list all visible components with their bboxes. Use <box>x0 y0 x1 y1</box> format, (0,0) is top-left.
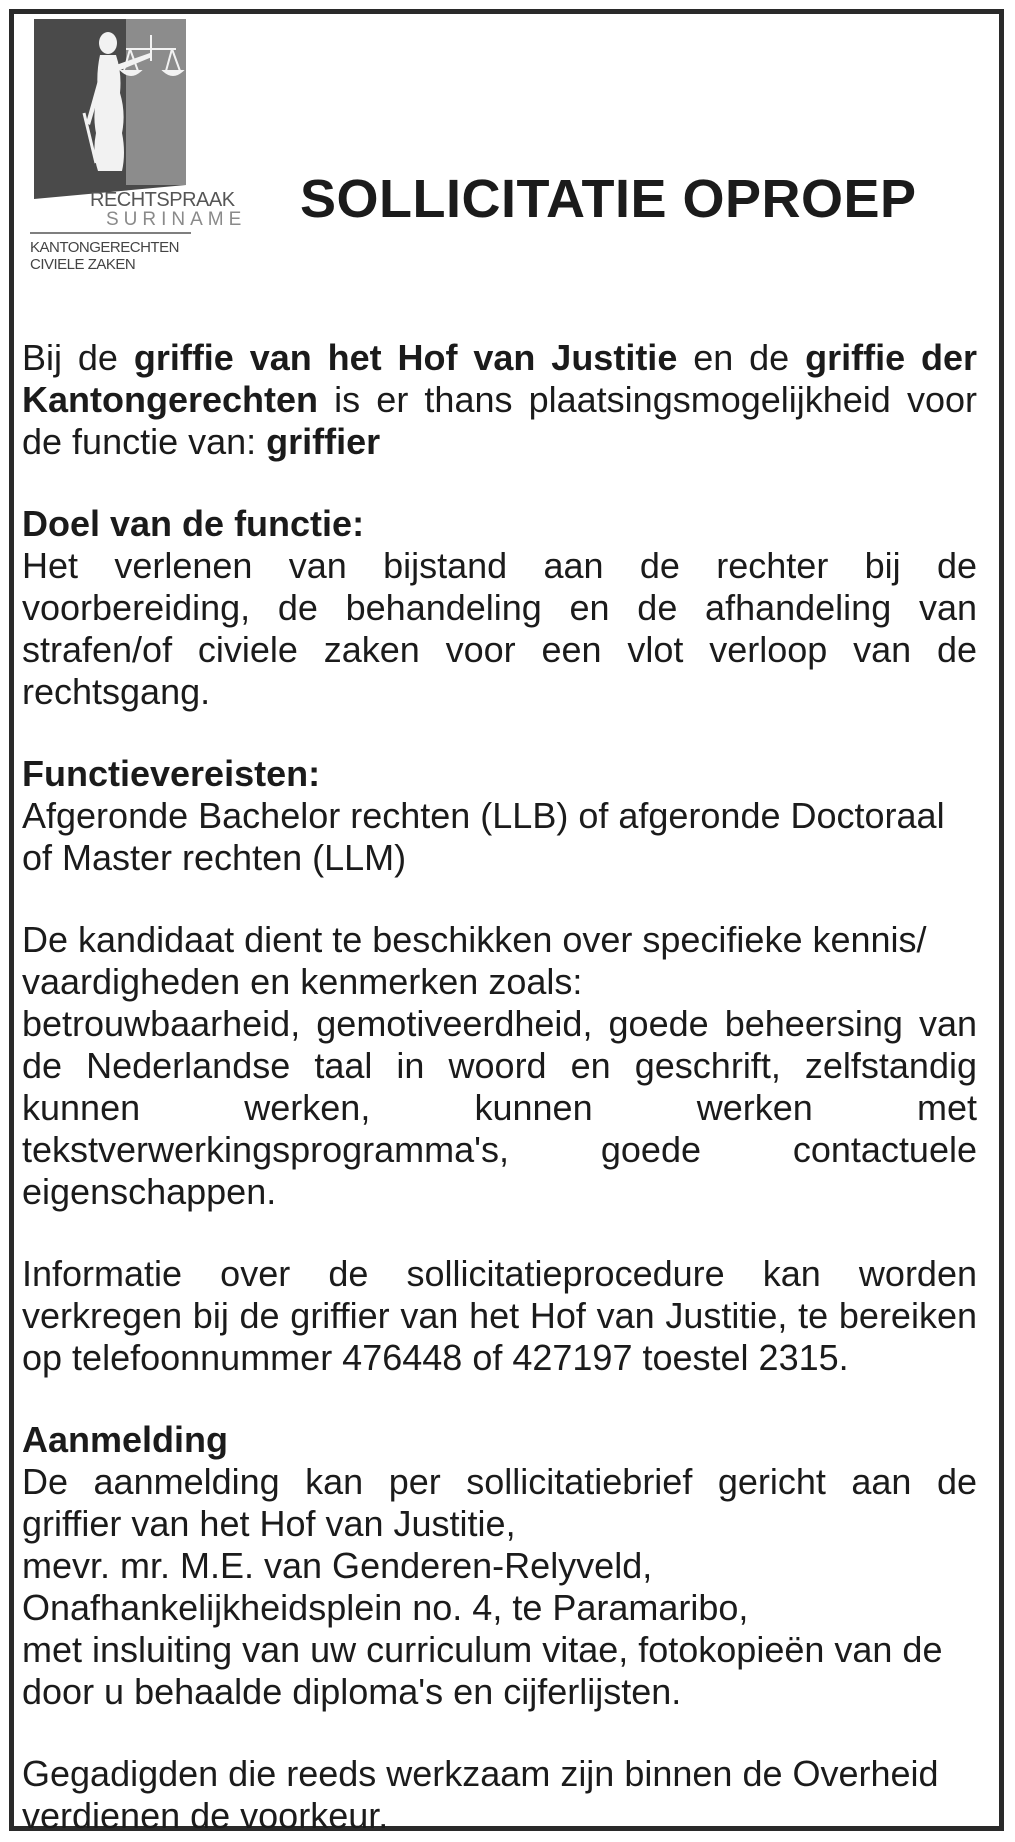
kandidaat-list: betrouwbaarheid, gemotiveerdheid, goede beheersing van de Nederlandse taal in woord en geschrift, zelfstandig kunnen werken, kunnen werken met tekstverwerkingsprogramma's, goede contactuele eigenschappen. <box>22 1003 977 1212</box>
aanmelding-section <box>22 1419 977 1713</box>
logo-dept-line1: KANTONGERECHTEN <box>30 239 179 256</box>
logo-name-line1: RECHTSPRAAK <box>90 189 235 211</box>
intro-paragraph: Bij de griffie van het Hof van Justitie en de griffie der Kantongerechten is er thans plaatsingsmogelijkheid voor de functie van: griffier <box>22 337 978 462</box>
logo-dept-line2: CIVIELE ZAKEN <box>30 256 136 273</box>
kandidaat-intro: De kandidaat dient te beschikken over specifieke kennis/ vaardigheden en kenmerken zoals: <box>22 919 927 1002</box>
logo-name-line2: SURINAME <box>106 209 247 230</box>
informatie-paragraph: Informatie over de sollicitatieprocedure kan worden verkregen bij de griffier van het Hof van Justitie, te bereiken op telefoonnummer 476448 of 427197 toestel 2315. <box>22 1253 977 1378</box>
aanmelding-attachments: met insluiting van uw curriculum vitae, fotokopieën van de door u behaalde diploma's en cijferlijsten. <box>22 1629 943 1712</box>
vereisten-text: Afgeronde Bachelor rechten (LLB) of afgeronde Doctoraal of Master rechten (LLM) <box>22 795 945 878</box>
vereisten-section <box>22 753 977 879</box>
page-title: SOLLICITATIE OPROEP <box>300 169 917 229</box>
slot-paragraph: Gegadigden die reeds werkzaam zijn binnen de Overheid verdienen de voorkeur. <box>22 1753 939 1836</box>
advertisement-body <box>22 337 977 1837</box>
vereisten-heading: Functievereisten: <box>22 753 321 794</box>
doel-section <box>22 503 977 713</box>
aanmelding-name: mevr. mr. M.E. van Genderen-Relyveld, <box>22 1545 653 1586</box>
aanmelding-heading: Aanmelding <box>22 1419 229 1460</box>
doel-heading: Doel van de functie: <box>22 503 365 544</box>
aanmelding-address: Onafhankelijkheidsplein no. 4, te Paramaribo, <box>22 1587 749 1628</box>
kandidaat-section <box>22 919 977 1213</box>
logo-light-panel <box>126 19 186 185</box>
aanmelding-text: De aanmelding kan per sollicitatiebrief gericht aan de griffier van het Hof van Justitie, <box>22 1461 977 1544</box>
doel-text: Het verlenen van bijstand aan de rechter bij de voorbereiding, de behandeling en de afhandeling van strafen/of civiele zaken voor een vlot verloop van de rechtsgang. <box>22 545 977 712</box>
rechtspraak-logo <box>26 13 266 313</box>
